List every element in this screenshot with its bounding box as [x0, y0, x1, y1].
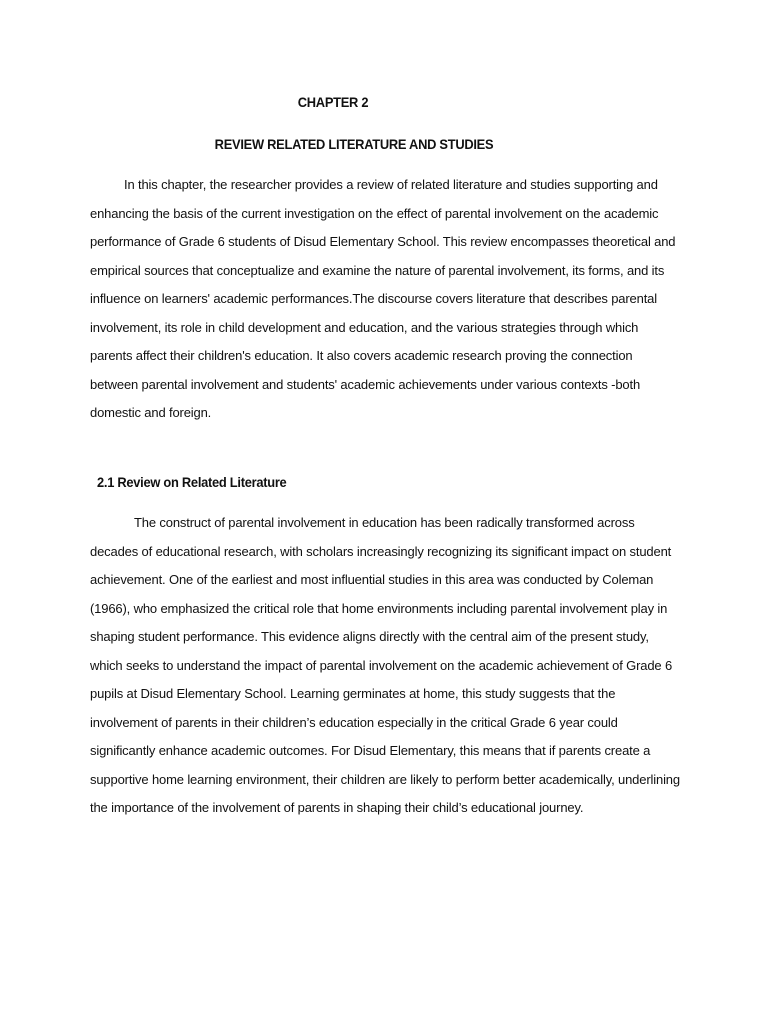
- section-heading: 2.1 Review on Related Literature: [97, 474, 287, 490]
- chapter-title: REVIEW RELATED LITERATURE AND STUDIES: [214, 136, 494, 152]
- chapter-label: CHAPTER 2: [297, 94, 369, 110]
- intro-paragraph: In this chapter, the researcher provides a review of related literature and studies supporting and enhancing the basis of the current investigation on the effect of parental involvement on the academic performance of Grade 6 students of Disud Elementary School. This review encompasses theoretical and empirical sources that conceptualize and examine the nature of parental involvement, its forms, and its influence on learners' academic performances.The discourse covers literature that describes parental involvement, its role in child development and education, and the various strategies through which parents affect their children's education. It also covers academic research proving the connection between parental involvement and students' academic achievements under various contexts -both domestic and foreign.: [90, 177, 676, 420]
- section-paragraph: The construct of parental involvement in education has been radically transformed across decades of educational research, with scholars increasingly recognizing its significant impact on student achievement. One of the earliest and most influential studies in this area was conducted by Coleman (1966), who emphasized the critical role that home environments including parental involvement play in shaping student performance. This evidence aligns directly with the central aim of the present study, which seeks to understand the impact of parental involvement on the academic achievement of Grade 6 pupils at Disud Elementary School. Learning germinates at home, this study suggests that the involvement of parents in their children’s education especially in the critical Grade 6 year could significantly enhance academic outcomes. For Disud Elementary, this means that if parents create a supportive home learning environment, their children are likely to perform better academically, underlining the importance of the involvement of parents in shaping their child’s educational journey.: [90, 515, 680, 815]
